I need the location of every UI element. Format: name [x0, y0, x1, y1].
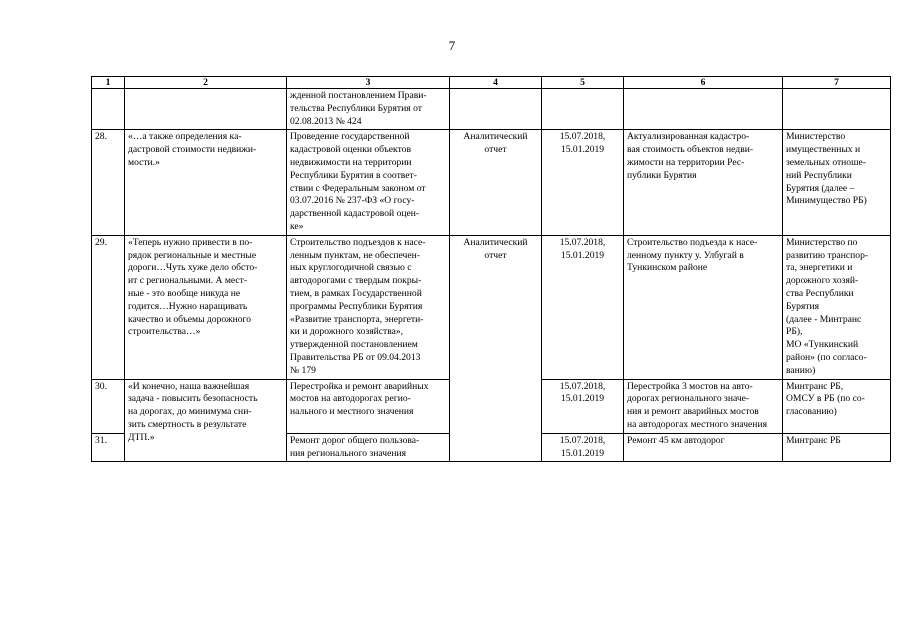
- result-cell: Строительство подъезда к насе- ленному пункту у. Улбугай в Тункинском районе: [624, 235, 783, 379]
- table-row-29: [92, 235, 891, 379]
- form-cell: Аналитический отчет: [450, 235, 542, 379]
- dates-cell: 15.07.2018, 15.01.2019: [542, 130, 624, 235]
- header-col-5: 5: [542, 77, 624, 89]
- dates-cell: 15.07.2018, 15.01.2019: [542, 379, 624, 433]
- row-number: 30.: [92, 379, 125, 433]
- table-row-28: [92, 130, 891, 235]
- measure-cell: Перестройка и ремонт аварийных мостов на автодорогах регио- нального и местного значения: [287, 379, 450, 433]
- continuation-row: [92, 89, 891, 130]
- responsible-cell: Минтранс РБ, ОМСУ в РБ (по со- гласованию): [783, 379, 891, 433]
- row-number: 31.: [92, 433, 125, 462]
- cont-result-cell: [624, 89, 783, 130]
- row-number: 29.: [92, 235, 125, 379]
- form-cell: [450, 379, 542, 433]
- result-cell: Актуализированная кадастро- вая стоимость объектов недви- жимости на территории Рес- публики Бурятия: [624, 130, 783, 235]
- measure-cell: Ремонт дорог общего пользова- ния регионального значения: [287, 433, 450, 462]
- quote-cell: «Теперь нужно привести в по- рядок региональные и местные дороги…Чуть хуже дело обсто- ит с региональными. А мест- ные - это вообще никуда не годится…Нужно наращивать качество и объемы дорожного строительства…»: [125, 235, 287, 379]
- header-col-6: 6: [624, 77, 783, 89]
- result-cell: Ремонт 45 км автодорог: [624, 433, 783, 462]
- header-col-3: 3: [287, 77, 450, 89]
- cont-dates-cell: [542, 89, 624, 130]
- header-col-2: 2: [125, 77, 287, 89]
- result-cell: Перестройка 3 мостов на авто- дорогах регионального значе- ния и ремонт аварийных мостов на автодорогах местного значения: [624, 379, 783, 433]
- cont-num-cell: [92, 89, 125, 130]
- cont-quote-cell: [125, 89, 287, 130]
- dates-cell: 15.07.2018, 15.01.2019: [542, 433, 624, 462]
- cont-responsible-cell: [783, 89, 891, 130]
- header-col-7: 7: [783, 77, 891, 89]
- form-cell: [450, 433, 542, 462]
- quote-cell: «И конечно, наша важнейшая задача - повысить безопасность на дорогах, до минимума сни- зить смертность в результате ДТП.»: [125, 379, 287, 462]
- measure-cell: Строительство подъездов к насе- ленным пунктам, не обеспечен- ных круглогодичной связью с автодорогами с твердым покры- тием, в рамках Государственной программы Республики Бурятия «Развитие транспорта, энергети- ки и дорожного хозяйства», утвержденной постановлением Правительства РБ от 09.04.2013 № 179: [287, 235, 450, 379]
- cont-measure-cell: жденной постановлением Прави- тельства Республики Бурятия от 02.08.2013 № 424: [287, 89, 450, 130]
- responsible-cell: Минтранс РБ: [783, 433, 891, 462]
- page-number: 7: [448, 38, 456, 53]
- form-cell: Аналитический отчет: [450, 130, 542, 235]
- header-col-4: 4: [450, 77, 542, 89]
- table-row-30: [92, 379, 891, 433]
- measures-table: [91, 76, 891, 462]
- header-col-1: 1: [92, 77, 125, 89]
- header-row: [92, 77, 891, 89]
- cont-form-cell: [450, 89, 542, 130]
- dates-cell: 15.07.2018, 15.01.2019: [542, 235, 624, 379]
- responsible-cell: Министерство по развитию транспор- та, энергетики и дорожного хозяй- ства Республики Бурятия (далее - Минтранс РБ), МО «Тункинский район» (по согласо- ванию): [783, 235, 891, 379]
- measure-cell: Проведение государственной кадастровой оценки объектов недвижимости на территории Республики Бурятия в соответ- ствии с Федеральным законом от 03.07.2016 № 237-ФЗ «О госу- дарственной кадастровой оцен- ке»: [287, 130, 450, 235]
- responsible-cell: Министерство имущественных и земельных отноше- ний Республики Бурятия (далее – Минимущество РБ): [783, 130, 891, 235]
- row-number: 28.: [92, 130, 125, 235]
- quote-cell: «…а также определения ка- дастровой стоимости недвижи- мости.»: [125, 130, 287, 235]
